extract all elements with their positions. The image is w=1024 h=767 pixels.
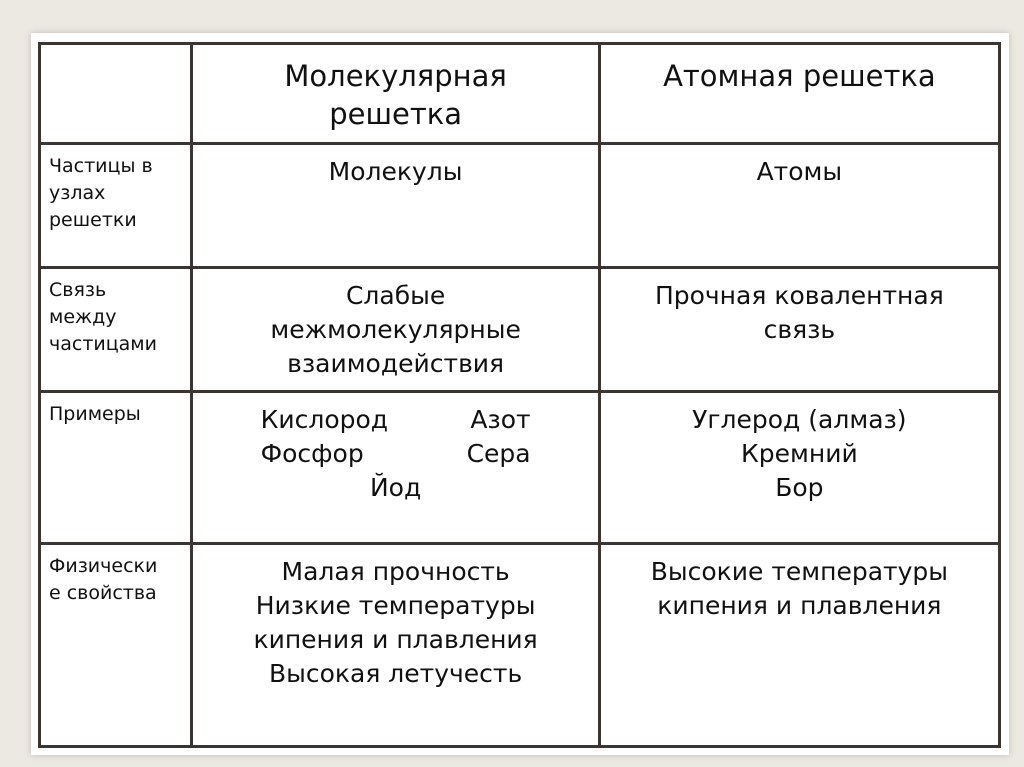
- molecular-cell: [192, 144, 599, 268]
- atomic-value: Атомы: [756, 157, 843, 186]
- atomic-line: связь: [763, 315, 836, 344]
- row-label: Физически е свойства: [49, 555, 158, 604]
- table-row-bond: [40, 268, 1000, 392]
- molecular-line: межмолекулярные: [270, 315, 521, 344]
- atomic-cell: [599, 268, 999, 392]
- table-row-properties: [40, 544, 1000, 747]
- molecular-line: взаимодействия: [287, 349, 505, 378]
- molecular-cell: [192, 392, 599, 544]
- example-item: Фосфор: [260, 439, 364, 468]
- atomic-cell: [599, 392, 999, 544]
- example-item: Кислород: [260, 405, 389, 434]
- row-label: Связь между частицами: [49, 279, 157, 355]
- molecular-cell: [192, 544, 599, 747]
- table-row-examples: [40, 392, 1000, 544]
- header-atomic-text: Атомная решетка: [663, 59, 936, 93]
- example-pair: [261, 403, 531, 437]
- atomic-line: Прочная ковалентная: [654, 281, 944, 310]
- molecular-value: [193, 269, 597, 381]
- atomic-cell: [599, 544, 999, 747]
- row-label: Частицы в узлах решетки: [49, 155, 153, 231]
- example-item: Азот: [470, 405, 531, 434]
- atomic-value: [601, 269, 998, 347]
- molecular-line: Высокая летучесть: [268, 659, 523, 688]
- molecular-value: [193, 393, 597, 505]
- atomic-line: кипения и плавления: [657, 591, 942, 620]
- table-row-particles: [40, 144, 1000, 268]
- header-atomic: [599, 44, 999, 144]
- header-molecular-text: Молекулярная решетка: [284, 59, 507, 131]
- molecular-value: Молекулы: [328, 157, 463, 186]
- row-label-cell: [40, 268, 192, 392]
- molecular-line: кипения и плавления: [253, 625, 538, 654]
- example-pair: [261, 437, 531, 471]
- molecular-line: Малая прочность: [281, 557, 510, 586]
- atomic-value: [601, 393, 998, 505]
- header-molecular: [192, 44, 599, 144]
- row-label: Примеры: [49, 403, 141, 425]
- example-item: Сера: [466, 439, 531, 468]
- comparison-table: [38, 42, 1001, 748]
- molecular-cell: [192, 268, 599, 392]
- atomic-line: Кремний: [741, 439, 858, 468]
- header-row: [40, 44, 1000, 144]
- atomic-cell: [599, 144, 999, 268]
- example-item: Йод: [369, 473, 422, 502]
- row-label-cell: [40, 144, 192, 268]
- atomic-line: Бор: [775, 473, 824, 502]
- row-label-cell: [40, 392, 192, 544]
- atomic-line: Углерод (алмаз): [692, 405, 907, 434]
- atomic-line: Высокие температуры: [650, 557, 949, 586]
- atomic-value: [601, 545, 998, 623]
- molecular-value: [193, 545, 597, 691]
- row-label-cell: [40, 544, 192, 747]
- molecular-line: Слабые: [345, 281, 446, 310]
- corner-cell: [40, 44, 192, 144]
- molecular-line: Низкие температуры: [255, 591, 536, 620]
